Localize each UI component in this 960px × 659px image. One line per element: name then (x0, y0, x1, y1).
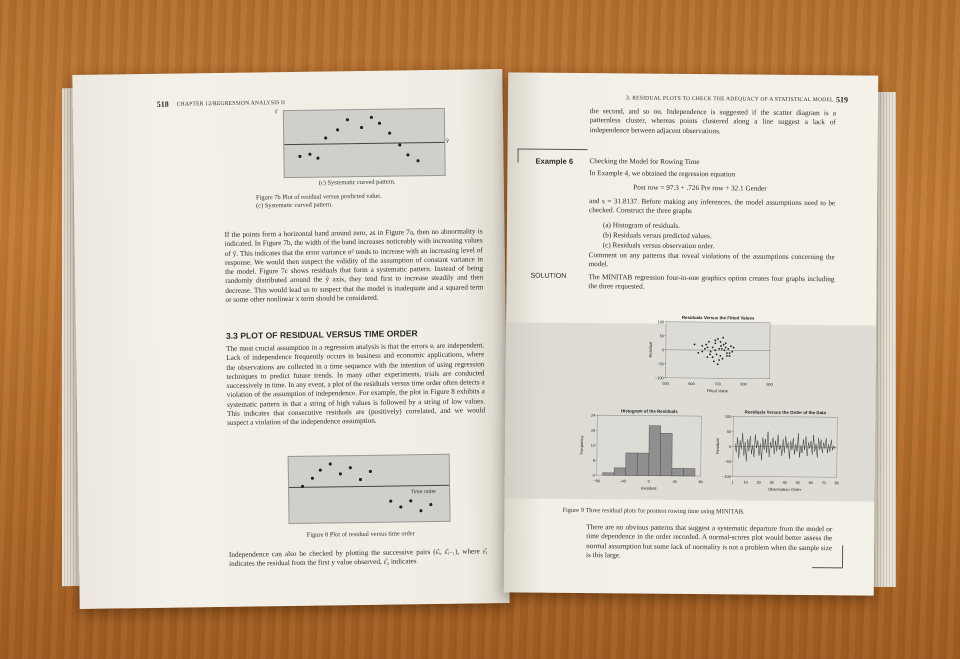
fitted-ytick: −50 (657, 362, 664, 367)
fig8-point (319, 469, 322, 472)
end-rule (812, 567, 842, 568)
fig7c-y-label: ε̂ (274, 109, 278, 116)
fig7c-x-label: ŷ (446, 137, 449, 144)
order-xtick: 10 (743, 480, 748, 485)
example-intro: In Example 4, we obtained the regression equation (589, 169, 736, 179)
fig7c-point (378, 122, 381, 125)
order-ytick: 0 (728, 444, 732, 449)
fig8-point (311, 477, 314, 480)
paragraph-successive-pairs: Independence can also be checked by plotting the successive pairs (ε̂ᵢ, ε̂ᵢ₋₁), where ε̂ᵢ indicates the residual from the first y value observed, ε̂₂ indicates (228, 547, 488, 569)
fitted-ylabel: Residual (647, 341, 653, 358)
fitted-point (701, 351, 703, 353)
hist-ytick: 0 (592, 473, 595, 478)
fitted-point (694, 344, 696, 346)
fitted-point (725, 347, 727, 349)
example-comment: Comment on any patterns that reveal violations of the assumptions concerning the model. (588, 251, 835, 269)
page-number-right: 519 (836, 95, 849, 105)
hist-ytick: 24 (591, 413, 596, 418)
fitted-ytick: 100 (657, 320, 665, 325)
fitted-point (718, 348, 720, 350)
fitted-point (707, 346, 709, 348)
hist-ylabel: Frequency (578, 435, 585, 455)
hist-bar (614, 468, 626, 476)
fitted-point (714, 340, 716, 342)
fig7c-point (346, 118, 349, 121)
hist-bar (672, 468, 684, 476)
fitted-title: Residuals Versus the Fitted Values (681, 314, 755, 321)
fitted-point (717, 363, 719, 365)
hist-ytick: 18 (590, 428, 596, 433)
right-page (504, 72, 879, 595)
fig8-point (409, 499, 412, 502)
hist-bar (649, 426, 661, 476)
chart-residuals-vs-order (715, 409, 840, 492)
section-heading-time-order: 3.3 PLOT OF RESIDUAL VERSUS TIME ORDER (225, 328, 418, 341)
fitted-point (726, 355, 728, 357)
fitted-point (717, 338, 719, 340)
fig8-point (399, 505, 402, 508)
fitted-point (706, 356, 708, 358)
order-xtick: 1 (731, 480, 734, 485)
closing-paragraph: There are no obvious patterns that suggest a systematic departure from the model or time dependence in the order recorded. A normal-scores plot would better assess the normal assumption but some lack of normality is not a problem when the sample size is this large. (586, 523, 833, 560)
fig7c-point (370, 116, 373, 119)
example-title: Checking the Model for Rowing Time (589, 157, 700, 167)
fitted-point (731, 351, 733, 353)
fig7c-point (316, 157, 319, 160)
solution-text: The MINITAB regression four-in-one graphics option creates four graphs including the three requested. (588, 273, 835, 291)
fig7c-point (417, 159, 420, 162)
paragraph-independence-cont: the second, and so on. Independence is suggested if the scatter diagram is a patternless cluster, whereas points clustered along a line suggest a lack of independence between adjacent observations. (589, 107, 836, 135)
fig8-point (329, 462, 332, 465)
order-xtick: 20 (756, 480, 761, 485)
fitted-point (718, 359, 720, 361)
order-xtick: 30 (769, 480, 774, 485)
order-xtick: 40 (782, 480, 787, 485)
hist-ytick: 12 (590, 443, 596, 448)
order-xtick: 60 (808, 481, 813, 486)
running-head-left: CHAPTER 12/REGRESSION ANALYSIS II (176, 100, 286, 108)
fig7c-subcaption: (c) Systematic curved pattern. (318, 178, 396, 187)
fitted-point (721, 348, 723, 350)
fig8-point (389, 500, 392, 503)
order-xtick: 80 (834, 481, 839, 486)
fig7c-point (298, 155, 301, 158)
fitted-point (720, 345, 722, 347)
fitted-point (727, 348, 729, 350)
hist-bar (637, 453, 649, 476)
fitted-point (729, 355, 731, 357)
fig8-caption: Figure 8 Plot of residual versus time order (306, 530, 415, 539)
fitted-point (712, 346, 714, 348)
fitted-xtick: 700 (714, 382, 721, 387)
fitted-xtick: 900 (766, 382, 773, 387)
fig7c-point (388, 132, 391, 135)
fitted-point (704, 348, 706, 350)
hist-bar (683, 468, 695, 476)
fig7c-point (308, 153, 311, 156)
fig9-charts-svg (504, 308, 876, 511)
item-b: (b) Residuals versus predicted values. (602, 231, 712, 241)
order-xlabel: Observation Order (768, 486, 802, 492)
example-rule (518, 148, 588, 150)
paragraph-independence: The most crucial assumption in a regression analysis is that the errors eᵢ are independent. Lack of independence frequently occurs in business and economic applications, where the observations are collected in a time sequence with the intention of using regression techniques to predict future trends. In many other experiments, trials are conducted successively in time. In any event, a plot of the residuals versus time order often detects a violation of the assumption of independence. For example, the plot in Figure 8 exhibits a systematic pattern in that a string of high values is followed by a string of low values. This indicates that consecutive residuals are (positively) correlated, and we would suspect a violation of the independence assumption. (226, 341, 486, 428)
fitted-point (720, 355, 722, 357)
fitted-xtick: 500 (662, 381, 669, 386)
hist-xtick: −80 (593, 479, 600, 484)
fitted-ytick: 50 (659, 334, 664, 339)
item-c: (c) Residuals versus observation order. (602, 241, 715, 251)
hist-title: Histogram of the Residuals (620, 408, 678, 414)
order-xtick: 70 (821, 481, 826, 486)
fitted-point (701, 345, 703, 347)
fig7-caption-line1: Figure 7b Plot of residual versus predicted value. (255, 192, 382, 202)
fitted-point (722, 337, 724, 339)
fitted-point (710, 351, 712, 353)
fig9-caption: Figure 9 Three residual plots for posttest rowing time using MINITAB. (562, 506, 745, 516)
fitted-point (714, 342, 716, 344)
order-ylabel: Residual (714, 438, 721, 455)
order-ytick: −50 (724, 459, 731, 464)
fitted-point (705, 344, 707, 346)
fitted-xtick: 600 (688, 381, 695, 387)
fig8-x-label: Time order (411, 488, 437, 496)
fig7c-point (406, 153, 409, 156)
fig8-point (301, 485, 304, 488)
fitted-point (723, 349, 725, 351)
fitted-point (725, 342, 727, 344)
left-page (72, 69, 509, 609)
fig7c-plot (274, 108, 449, 178)
fig7c-point (336, 128, 339, 131)
fitted-point (720, 341, 722, 343)
solution-label: SOLUTION (530, 272, 567, 280)
item-a: (a) Histogram of residuals. (602, 221, 681, 230)
fitted-point (730, 345, 732, 347)
fitted-ytick: −100 (655, 376, 664, 381)
fitted-point (713, 360, 715, 362)
fig8-plot (288, 454, 451, 524)
running-head-right: 3. RESIDUAL PLOTS TO CHECK THE ADEQUACY OF A STATISTICAL MODEL (626, 95, 834, 104)
fig7c-zero-line (284, 142, 444, 145)
fig8-point (339, 472, 342, 475)
hist-ytick: 6 (592, 458, 595, 463)
fitted-point (733, 347, 735, 349)
hist-xtick: 80 (698, 480, 703, 485)
fitted-point (708, 341, 710, 343)
hist-xtick: 40 (672, 479, 677, 484)
hist-bar (603, 473, 615, 476)
fig7c-point (360, 126, 363, 129)
example-label: Example 6 (535, 156, 574, 166)
end-rule-tick (842, 545, 843, 568)
fitted-point (723, 344, 725, 346)
fitted-point (709, 353, 711, 355)
order-ytick: −100 (722, 474, 731, 479)
fig8-point (419, 509, 422, 512)
fitted-point (697, 352, 699, 354)
fitted-xtick: 800 (740, 382, 747, 387)
fitted-point (714, 349, 716, 351)
fig8-zero-line (289, 485, 449, 488)
chart-residuals-vs-fitted (647, 315, 773, 394)
chart-histogram-residuals (579, 408, 704, 491)
fig7c-point (324, 136, 327, 139)
fitted-point (716, 354, 718, 356)
fig8-point (369, 470, 372, 473)
hist-xlabel: Residual (640, 485, 657, 491)
order-title: Residuals Versus the Order of the Data (744, 409, 826, 416)
fig8-point (359, 478, 362, 481)
fitted-point (729, 352, 731, 354)
fitted-point (712, 356, 714, 358)
order-ytick: 50 (726, 429, 732, 434)
hist-bar (626, 453, 638, 476)
paragraph-constant-variance: If the points form a horizontal band around zero, as in Figure 7a, then no abnormality is indicated. In Figure 7b, the width of the band increases noticeably with increasing values of ŷ. This indicates that the error variance σ² tends to increase with an increasing level of response. We would then suspect the validity of the assumption of constant variance in the model. Figure 7c shows residuals that form a systematic pattern. Instead of being randomly distributed around the ŷ axis, they tend first to increase steadily and then decrease. This would lead us to suspect that the model is inadequate and a squared term or some other nonlinear x term should be considered. (224, 227, 484, 304)
example-text: and s = 31.8137. Before making any inferences, the model assumptions need to be checked. Construct the three graphs (589, 197, 836, 216)
hist-xtick: 0 (647, 479, 650, 484)
regression-equation: Post row = 97.3 + .726 Pre row + 32.1 Gender (633, 183, 767, 193)
hist-xtick: −40 (619, 479, 626, 484)
fig8-point (429, 503, 432, 506)
order-ytick: 100 (724, 414, 732, 419)
fitted-point (722, 358, 724, 360)
fig7c-point (398, 143, 401, 146)
page-number-left: 518 (156, 99, 169, 109)
fitted-ytick: 0 (661, 348, 664, 353)
fitted-point (726, 352, 728, 354)
fitted-xlabel: Fitted Value (706, 388, 729, 394)
fig8-point (349, 466, 352, 469)
example-rule-tick (517, 148, 518, 162)
hist-bar (660, 433, 672, 476)
order-xtick: 50 (795, 480, 800, 485)
fig7-caption-line2: (c) Systematic curved pattern. (256, 201, 333, 210)
